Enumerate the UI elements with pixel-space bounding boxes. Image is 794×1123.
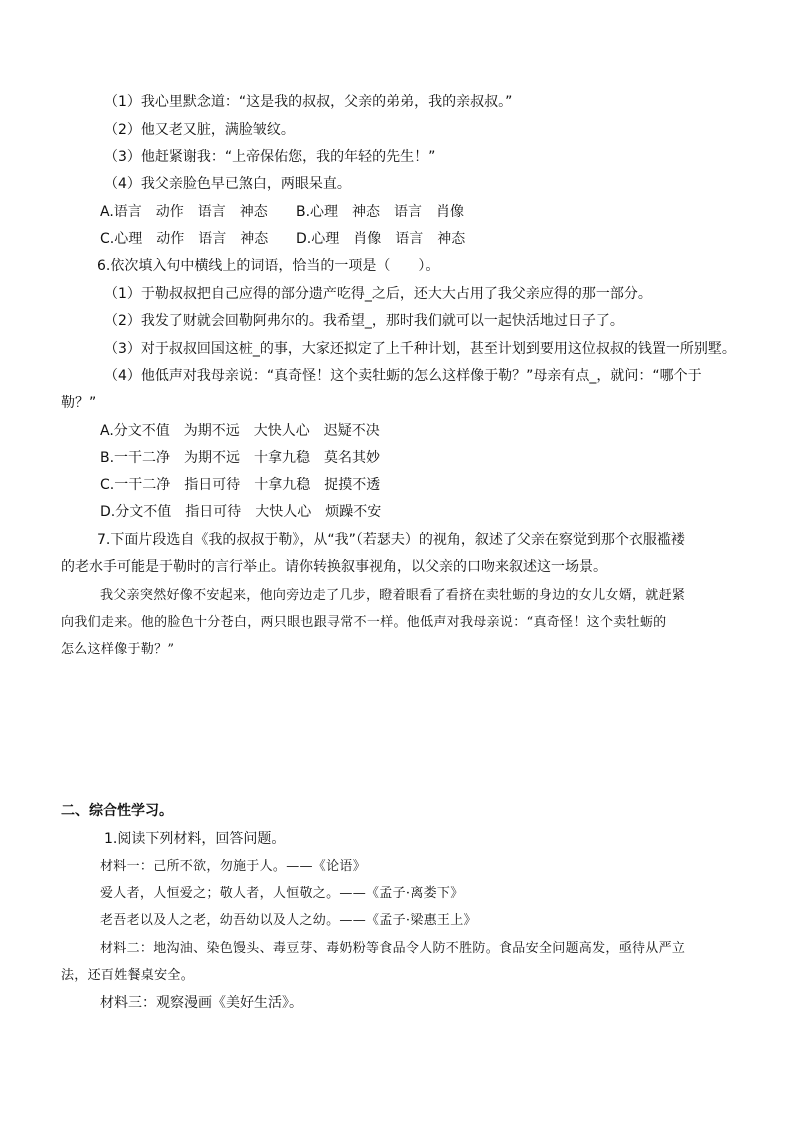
material-2-line-2: 法，还百姓餐桌安全。 [61,968,195,983]
q6-sentence-4-line-2: 勒？” [61,395,97,411]
q6-sentence-1: （1）于勒叔叔把自己应得的部分遗产吃得_之后，还大大占用了我父亲应得的那一部分。 [104,286,652,302]
material-1-line-3: 老吾老以及人之老，幼吾幼以及人之幼。——《孟子·梁惠王上》 [100,913,477,928]
q5-sentence-3: （3）他赶紧谢我：“上帝保佑您，我的年轻的先生！” [104,149,436,165]
q5-option-c: C.心理 动作 语言 神态 [100,231,269,247]
q5-sentence-2: （2）他又老又脏，满脸皱纹。 [104,122,295,138]
q7-excerpt-line-2: 向我们走来。他的脸色十分苍白，两只眼也跟寻常不一样。他低声对我母亲说：“真奇怪！这个卖牡蛎的 [61,615,667,630]
q5-option-a: A.语言 动作 语言 神态 [100,204,268,220]
section-2-q1: 1.阅读下列材料，回答问题。 [104,831,286,847]
q6-option-c: C.一干二净 指日可待 十拿九稳 捉摸不透 [100,477,381,493]
q7-stem-line-1: 7.下面片段选自《我的叔叔于勒》，从“我”（若瑟夫）的视角，叙述了父亲在察觉到那个衣服褴褛 [97,532,685,548]
material-1-line-1: 材料一：己所不欲，勿施于人。——《论语》 [100,859,367,874]
q5-sentence-4: （4）我父亲脸色早已煞白，两眼呆直。 [104,176,351,192]
material-3: 材料三：观察漫画《美好生活》。 [100,995,303,1011]
q5-option-d: D.心理 肖像 语言 神态 [296,231,466,247]
material-2-line-1: 材料二：地沟油、染色馒头、毒豆芽、毒奶粉等食品令人防不胜防。食品安全问题高发，亟待从严立 [100,941,686,956]
q7-excerpt-line-1: 我父亲突然好像不安起来，他向旁边走了几步，瞪着眼看了看挤在卖牡蛎的身边的女儿女婿，就赶紧 [100,588,686,603]
q6-sentence-4-line-1: （4）他低声对我母亲说：“真奇怪！这个卖牡蛎的怎么这样像于勒？”母亲有点_，就问：“哪个于 [104,368,702,384]
q6-option-a: A.分文不值 为期不远 大快人心 迟疑不决 [100,423,380,439]
q7-stem-line-2: 的老水手可能是于勒时的言行举止。请你转换叙事视角，以父亲的口吻来叙述这一场景。 [61,559,607,575]
q6-stem: 6.依次填入句中横线上的词语，恰当的一项是（ ）。 [97,258,440,274]
q5-option-b: B.心理 神态 语言 肖像 [296,204,465,220]
section-2-heading: 二、综合性学习。 [61,803,173,819]
q5-sentence-1: （1）我心里默念道：“这是我的叔叔，父亲的弟弟，我的亲叔叔。” [104,94,513,110]
q6-option-b: B.一干二净 为期不远 十拿九稳 莫名其妙 [100,450,381,466]
q6-sentence-3: （3）对于叔叔回国这桩_的事，大家还拟定了上千种计划，甚至计划到要用这位叔叔的钱置一所别墅。 [104,341,736,357]
q6-option-d: D.分文不值 指日可待 大快人心 烦躁不安 [100,504,382,520]
q6-sentence-2: （2）我发了财就会回勒阿弗尔的。我希望_，那时我们就可以一起快活地过日子了。 [104,313,624,329]
material-1-line-2: 爱人者，人恒爱之；敬人者，人恒敬之。——《孟子·离娄下》 [100,886,464,901]
q7-excerpt-line-3: 怎么这样像于勒？” [61,642,175,657]
